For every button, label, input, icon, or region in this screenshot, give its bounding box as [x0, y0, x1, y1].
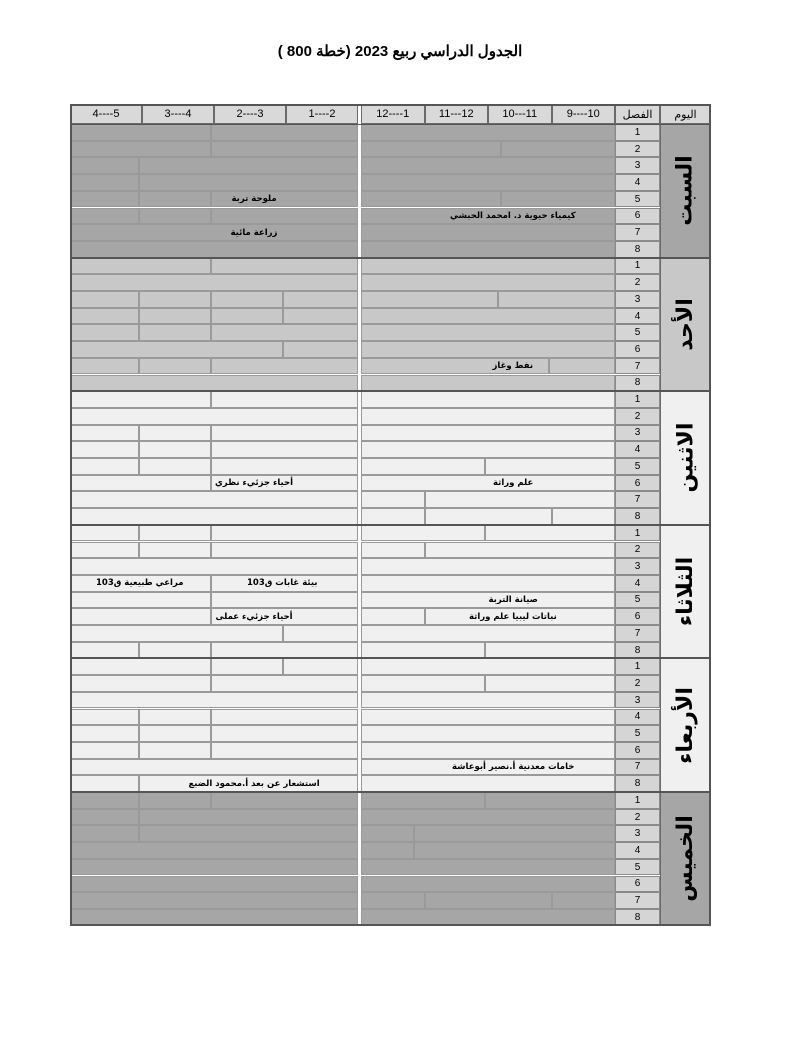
schedule-cell[interactable] — [211, 425, 358, 442]
schedule-cell[interactable] — [70, 358, 139, 375]
schedule-cell[interactable] — [361, 542, 425, 559]
period-number: 2 — [615, 408, 660, 425]
period-number: 2 — [615, 542, 660, 559]
schedule-cell[interactable] — [361, 408, 615, 425]
schedule-cell[interactable] — [70, 391, 211, 408]
schedule-cell[interactable] — [361, 375, 615, 392]
period-number: 7 — [615, 224, 660, 241]
period-number: 7 — [615, 892, 660, 909]
schedule-cell[interactable] — [211, 391, 358, 408]
schedule-cell[interactable] — [211, 441, 358, 458]
schedule-cell[interactable] — [361, 441, 615, 458]
schedule-cell[interactable] — [361, 491, 425, 508]
course-label: أحياء جزئيء عملى — [215, 611, 293, 622]
period-number: 4 — [615, 174, 660, 191]
period-number: 2 — [615, 141, 660, 158]
schedule-cell[interactable] — [70, 542, 139, 559]
course-label: كيمياء حيوية د. امحمد الحبشي — [450, 210, 576, 221]
schedule-cell[interactable] — [70, 241, 358, 258]
schedule-cell[interactable] — [361, 124, 615, 141]
schedule-cell[interactable] — [70, 909, 358, 926]
period-number: 3 — [615, 291, 660, 308]
schedule-cell[interactable] — [414, 825, 615, 842]
schedule-cell[interactable] — [361, 191, 501, 208]
schedule-cell[interactable] — [501, 141, 615, 158]
schedule-cell[interactable] — [70, 642, 139, 659]
schedule-cell[interactable] — [501, 191, 615, 208]
schedule-cell[interactable] — [211, 792, 358, 809]
schedule-cell[interactable] — [70, 375, 358, 392]
schedule-cell[interactable] — [361, 792, 485, 809]
schedule-cell[interactable] — [211, 208, 358, 225]
schedule-cell[interactable] — [139, 542, 211, 559]
schedule-cell[interactable] — [361, 642, 485, 659]
schedule-cell[interactable] — [139, 458, 211, 475]
schedule-cell[interactable] — [70, 425, 139, 442]
schedule-cell[interactable] — [283, 291, 358, 308]
schedule-cell[interactable] — [485, 642, 615, 659]
period-number: 4 — [615, 709, 660, 726]
period-number: 1 — [615, 658, 660, 675]
schedule-cell[interactable] — [139, 642, 211, 659]
schedule-cell[interactable] — [361, 775, 615, 792]
period-number: 3 — [615, 825, 660, 842]
period-number: 8 — [615, 375, 660, 392]
schedule-cell[interactable] — [70, 742, 139, 759]
schedule-cell[interactable] — [361, 892, 425, 909]
course-label: علم وراثة — [493, 478, 534, 489]
period-number: 3 — [615, 558, 660, 575]
period-number: 3 — [615, 692, 660, 709]
schedule-cell[interactable] — [70, 174, 139, 191]
schedule-cell[interactable] — [70, 809, 139, 826]
schedule-cell[interactable] — [361, 258, 615, 275]
schedule-cell[interactable] — [361, 709, 615, 726]
day-name: الخميس — [673, 815, 698, 903]
schedule-cell[interactable] — [211, 725, 358, 742]
period-number: 6 — [615, 475, 660, 492]
course-label: استشعار عن بعد أ.محمود الضبع — [188, 778, 320, 789]
period-number: 1 — [615, 792, 660, 809]
schedule-cell[interactable] — [70, 759, 358, 776]
schedule-cell[interactable] — [139, 792, 211, 809]
schedule-cell[interactable] — [70, 876, 358, 893]
period-number: 8 — [615, 909, 660, 926]
schedule-cell[interactable] — [361, 725, 615, 742]
schedule-cell[interactable] — [211, 141, 358, 158]
period-number: 4 — [615, 308, 660, 325]
schedule-cell[interactable] — [485, 675, 615, 692]
schedule-cell[interactable] — [139, 157, 358, 174]
schedule-cell[interactable] — [211, 124, 358, 141]
schedule-cell[interactable] — [70, 709, 139, 726]
schedule-cell[interactable] — [70, 258, 211, 275]
schedule-cell[interactable] — [139, 208, 211, 225]
schedule-cell[interactable] — [70, 658, 211, 675]
schedule-cell[interactable] — [139, 308, 211, 325]
schedule-cell[interactable] — [361, 692, 615, 709]
schedule-cell[interactable] — [361, 825, 414, 842]
schedule-cell[interactable] — [70, 892, 358, 909]
schedule-cell[interactable] — [361, 324, 615, 341]
schedule-cell[interactable] — [211, 592, 358, 609]
schedule-cell[interactable] — [361, 508, 425, 525]
schedule-cell[interactable] — [485, 458, 615, 475]
schedule-cell[interactable] — [139, 742, 211, 759]
schedule-cell[interactable] — [361, 391, 615, 408]
schedule-cell[interactable] — [70, 859, 358, 876]
schedule-cell[interactable] — [361, 658, 615, 675]
schedule-cell[interactable] — [70, 191, 139, 208]
course-label: ملوحة تربة — [231, 194, 277, 205]
schedule-cell[interactable] — [70, 558, 358, 575]
period-number: 6 — [615, 208, 660, 225]
schedule-cell[interactable] — [361, 859, 615, 876]
day-label — [660, 792, 711, 926]
schedule-cell[interactable] — [211, 358, 358, 375]
schedule-cell[interactable] — [70, 692, 358, 709]
schedule-cell[interactable] — [70, 825, 139, 842]
schedule-cell[interactable] — [283, 658, 358, 675]
period-number: 7 — [615, 491, 660, 508]
schedule-cell[interactable] — [139, 358, 211, 375]
schedule-cell[interactable] — [70, 792, 139, 809]
period-number: 8 — [615, 775, 660, 792]
schedule-cell[interactable] — [139, 324, 211, 341]
course-label: نفط وغاز — [492, 361, 534, 372]
period-number: 8 — [615, 508, 660, 525]
header-day: اليوم — [660, 104, 711, 124]
period-number: 4 — [615, 842, 660, 859]
schedule-cell[interactable] — [139, 291, 211, 308]
schedule-cell[interactable] — [211, 675, 358, 692]
period-number: 6 — [615, 608, 660, 625]
schedule-cell[interactable] — [139, 825, 358, 842]
schedule-cell[interactable] — [70, 725, 139, 742]
schedule-cell[interactable] — [139, 425, 211, 442]
schedule-cell[interactable] — [361, 308, 615, 325]
schedule-cell[interactable] — [283, 308, 358, 325]
period-number: 2 — [615, 809, 660, 826]
schedule-cell[interactable] — [70, 525, 139, 542]
schedule-cell[interactable] — [70, 608, 211, 625]
schedule-cell[interactable] — [361, 876, 615, 893]
schedule-cell[interactable] — [211, 291, 283, 308]
period-number: 2 — [615, 675, 660, 692]
course-label: خامات معدنية أ.نصير أبوعاشة — [452, 761, 575, 772]
schedule-cell[interactable] — [361, 157, 615, 174]
schedule-cell[interactable] — [70, 675, 211, 692]
page-title: الجدول الدراسي ربيع 2023 (خطة 800 ) — [277, 43, 523, 60]
course-label: بيئة غابات ق103 — [247, 578, 318, 589]
header-slot: 1----2 — [286, 104, 358, 124]
header-slot: 4----5 — [70, 104, 142, 124]
day-name: الأحد — [673, 298, 698, 351]
schedule-cell[interactable] — [139, 809, 358, 826]
schedule-cell[interactable] — [70, 458, 139, 475]
schedule-cell[interactable] — [549, 358, 615, 375]
schedule-cell[interactable] — [211, 642, 358, 659]
schedule-cell[interactable] — [361, 458, 485, 475]
schedule-cell[interactable] — [361, 291, 498, 308]
day-label — [660, 258, 711, 392]
schedule-cell[interactable] — [361, 141, 501, 158]
period-number: 2 — [615, 274, 660, 291]
schedule-cell[interactable] — [361, 809, 615, 826]
period-number: 1 — [615, 525, 660, 542]
schedule-cell[interactable] — [361, 625, 615, 642]
schedule-cell[interactable] — [139, 725, 211, 742]
period-number: 7 — [615, 759, 660, 776]
header-slot: 12----1 — [361, 104, 425, 124]
schedule-cell[interactable] — [361, 525, 485, 542]
schedule-cell[interactable] — [70, 124, 211, 141]
schedule-cell[interactable] — [211, 458, 358, 475]
schedule-cell[interactable] — [361, 842, 414, 859]
schedule-cell[interactable] — [485, 792, 615, 809]
schedule-cell[interactable] — [361, 425, 615, 442]
day-name: الثلاثاء — [673, 556, 699, 627]
period-number: 4 — [615, 575, 660, 592]
schedule-cell[interactable] — [425, 892, 552, 909]
course-label: نباتات ليبيا علم وراثة — [469, 611, 557, 622]
schedule-cell[interactable] — [361, 575, 615, 592]
period-number: 3 — [615, 157, 660, 174]
schedule-cell[interactable] — [139, 441, 211, 458]
schedule-cell[interactable] — [361, 675, 485, 692]
period-number: 6 — [615, 876, 660, 893]
day-label — [660, 658, 711, 792]
schedule-cell[interactable] — [211, 258, 358, 275]
schedule-cell[interactable] — [70, 341, 283, 358]
schedule-cell[interactable] — [211, 308, 283, 325]
schedule-cell[interactable] — [139, 709, 211, 726]
schedule-cell[interactable] — [70, 157, 139, 174]
course-label: صيانة التربة — [488, 594, 538, 605]
period-number: 6 — [615, 742, 660, 759]
schedule-cell[interactable] — [361, 742, 615, 759]
schedule-cell[interactable] — [70, 625, 283, 642]
schedule-cell[interactable] — [361, 608, 425, 625]
schedule-cell[interactable] — [70, 141, 211, 158]
period-number: 5 — [615, 592, 660, 609]
day-name: الأربعاء — [673, 686, 698, 764]
schedule-cell[interactable] — [70, 592, 211, 609]
period-number: 5 — [615, 725, 660, 742]
period-number: 6 — [615, 341, 660, 358]
schedule-cell[interactable] — [425, 508, 552, 525]
schedule-cell[interactable] — [361, 341, 615, 358]
schedule-cell[interactable] — [283, 625, 358, 642]
period-number: 1 — [615, 391, 660, 408]
header-period: الفصل — [615, 104, 660, 124]
period-number: 8 — [615, 241, 660, 258]
schedule-cell[interactable] — [139, 525, 211, 542]
schedule-cell[interactable] — [211, 525, 358, 542]
schedule-cell[interactable] — [498, 291, 615, 308]
course-label: زراعة مائية — [230, 227, 278, 238]
schedule-cell[interactable] — [211, 742, 358, 759]
schedule-cell[interactable] — [70, 475, 211, 492]
header-slot: 10---11 — [488, 104, 552, 124]
schedule-cell[interactable] — [70, 491, 358, 508]
schedule-cell[interactable] — [361, 241, 615, 258]
schedule-cell[interactable] — [70, 441, 139, 458]
period-number: 7 — [615, 358, 660, 375]
schedule-cell[interactable] — [70, 408, 358, 425]
schedule-cell[interactable] — [361, 475, 615, 492]
header-slot: 3----4 — [142, 104, 214, 124]
day-name: الاثنين — [673, 423, 699, 493]
schedule-cell[interactable] — [211, 709, 358, 726]
schedule-cell[interactable] — [361, 558, 615, 575]
period-number: 1 — [615, 124, 660, 141]
day-name: السبت — [673, 155, 698, 227]
day-label — [660, 525, 711, 659]
period-number: 1 — [615, 258, 660, 275]
schedule-cell[interactable] — [425, 542, 616, 559]
schedule-cell[interactable] — [283, 341, 358, 358]
schedule-cell[interactable] — [70, 274, 358, 291]
day-label — [660, 391, 711, 525]
schedule-cell[interactable] — [361, 274, 615, 291]
day-label — [660, 124, 711, 258]
schedule-cell[interactable] — [70, 842, 358, 859]
schedule-cell[interactable] — [211, 324, 358, 341]
schedule-cell[interactable] — [361, 224, 615, 241]
schedule-cell[interactable] — [485, 525, 615, 542]
course-label: مراعي طبيعية ق103 — [96, 578, 184, 589]
period-number: 5 — [615, 859, 660, 876]
period-number: 3 — [615, 425, 660, 442]
header-slot: 9----10 — [552, 104, 616, 124]
schedule-cell[interactable] — [211, 542, 358, 559]
schedule-cell[interactable] — [414, 842, 615, 859]
period-number: 8 — [615, 642, 660, 659]
schedule-cell[interactable] — [361, 174, 615, 191]
schedule-cell[interactable] — [70, 324, 139, 341]
schedule-cell[interactable] — [552, 508, 616, 525]
schedule-cell[interactable] — [70, 208, 139, 225]
schedule-cell[interactable] — [70, 224, 358, 241]
schedule-cell[interactable] — [361, 909, 615, 926]
schedule-cell[interactable] — [552, 892, 616, 909]
schedule-cell[interactable] — [70, 508, 358, 525]
schedule-cell[interactable] — [139, 174, 358, 191]
period-number: 5 — [615, 191, 660, 208]
schedule-cell[interactable] — [425, 491, 616, 508]
period-number: 4 — [615, 441, 660, 458]
period-number: 7 — [615, 625, 660, 642]
schedule-cell[interactable] — [70, 775, 139, 792]
schedule-cell[interactable] — [70, 308, 139, 325]
period-number: 5 — [615, 458, 660, 475]
schedule-cell[interactable] — [211, 658, 283, 675]
header-slot: 2----3 — [214, 104, 286, 124]
period-number: 5 — [615, 324, 660, 341]
schedule-cell[interactable] — [139, 191, 211, 208]
header-slot: 11---12 — [425, 104, 489, 124]
schedule-cell[interactable] — [70, 291, 139, 308]
course-label: أحياء جزئيء نظري — [215, 478, 294, 489]
